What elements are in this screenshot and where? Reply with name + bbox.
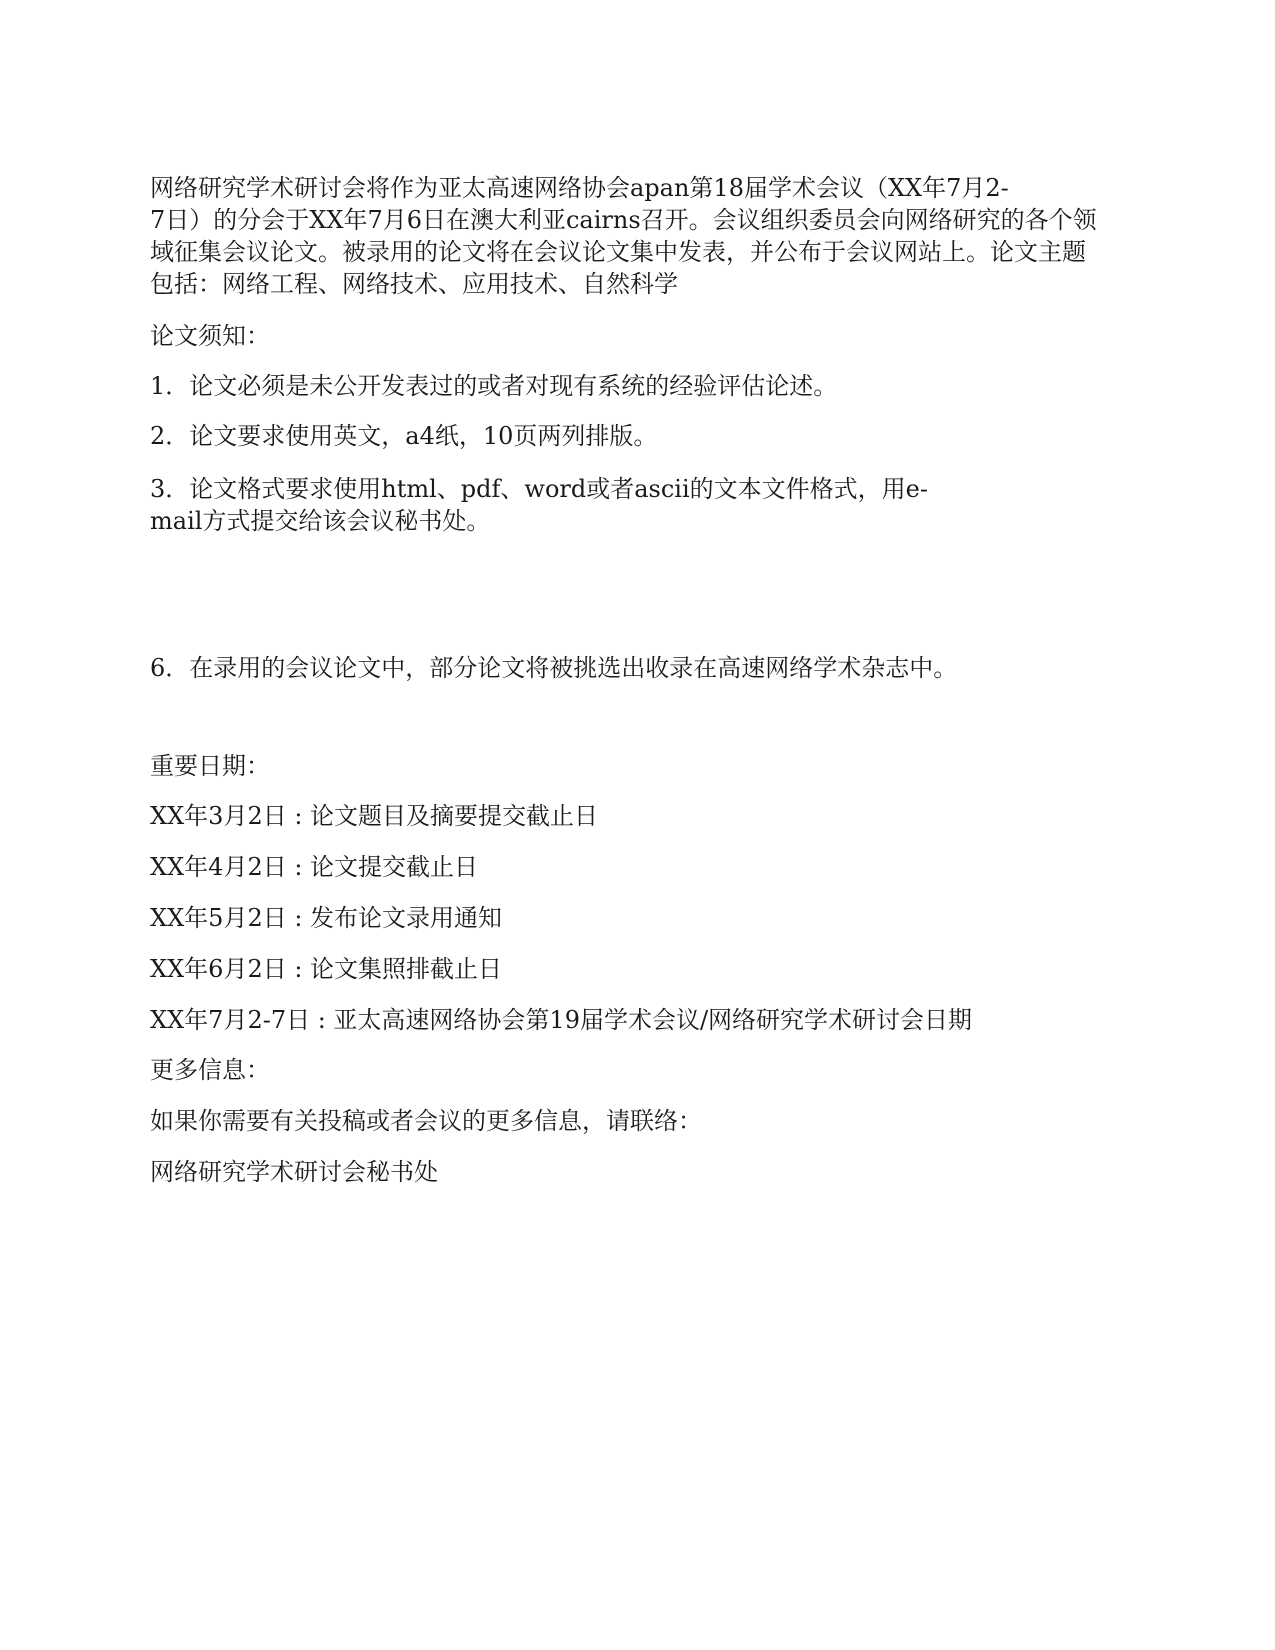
date-item: XX年6月2日 : 论文集照排截止日: [150, 955, 503, 983]
requirement-1: 1．论文必须是未公开发表过的或者对现有系统的经验评估论述。: [150, 372, 838, 400]
secretariat-name: 网络研究学术研讨会秘书处: [150, 1158, 438, 1186]
intro-line: 包括：网络工程、网络技术、应用技术、自然科学: [150, 270, 678, 298]
intro-paragraph: [150, 172, 1130, 300]
requirement-6: 6．在录用的会议论文中，部分论文将被挑选出收录在高速网络学术杂志中。: [150, 654, 958, 682]
date-item: XX年7月2-7日 : 亚太高速网络协会第19届学术会议/网络研究学术研讨会日期: [150, 1006, 973, 1034]
date-item: XX年3月2日 : 论文题目及摘要提交截止日: [150, 802, 599, 830]
intro-line: 域征集会议论文。被录用的论文将在会议论文集中发表，并公布于会议网站上。论文主题: [150, 238, 1086, 266]
intro-line: 网络研究学术研讨会将作为亚太高速网络协会apan第18届学术会议（XX年7月2-: [150, 174, 1009, 202]
requirement-3-line: 3．论文格式要求使用html、pdf、word或者ascii的文本文件格式，用e-: [150, 475, 928, 503]
contact-line: 如果你需要有关投稿或者会议的更多信息，请联络：: [150, 1107, 702, 1135]
more-info-heading: 更多信息：: [150, 1056, 270, 1084]
intro-line: 7日）的分会于XX年7月6日在澳大利亚cairns召开。会议组织委员会向网络研究的各个领: [150, 206, 1097, 234]
requirement-2: 2．论文要求使用英文，a4纸，10页两列排版。: [150, 422, 658, 450]
notice-heading: 论文须知：: [150, 322, 270, 350]
date-item: XX年5月2日 : 发布论文录用通知: [150, 904, 503, 932]
requirement-3: [150, 473, 1130, 537]
requirement-3-line: mail方式提交给该会议秘书处。: [150, 507, 491, 535]
dates-heading: 重要日期：: [150, 752, 270, 780]
date-item: XX年4月2日 : 论文提交截止日: [150, 853, 479, 881]
